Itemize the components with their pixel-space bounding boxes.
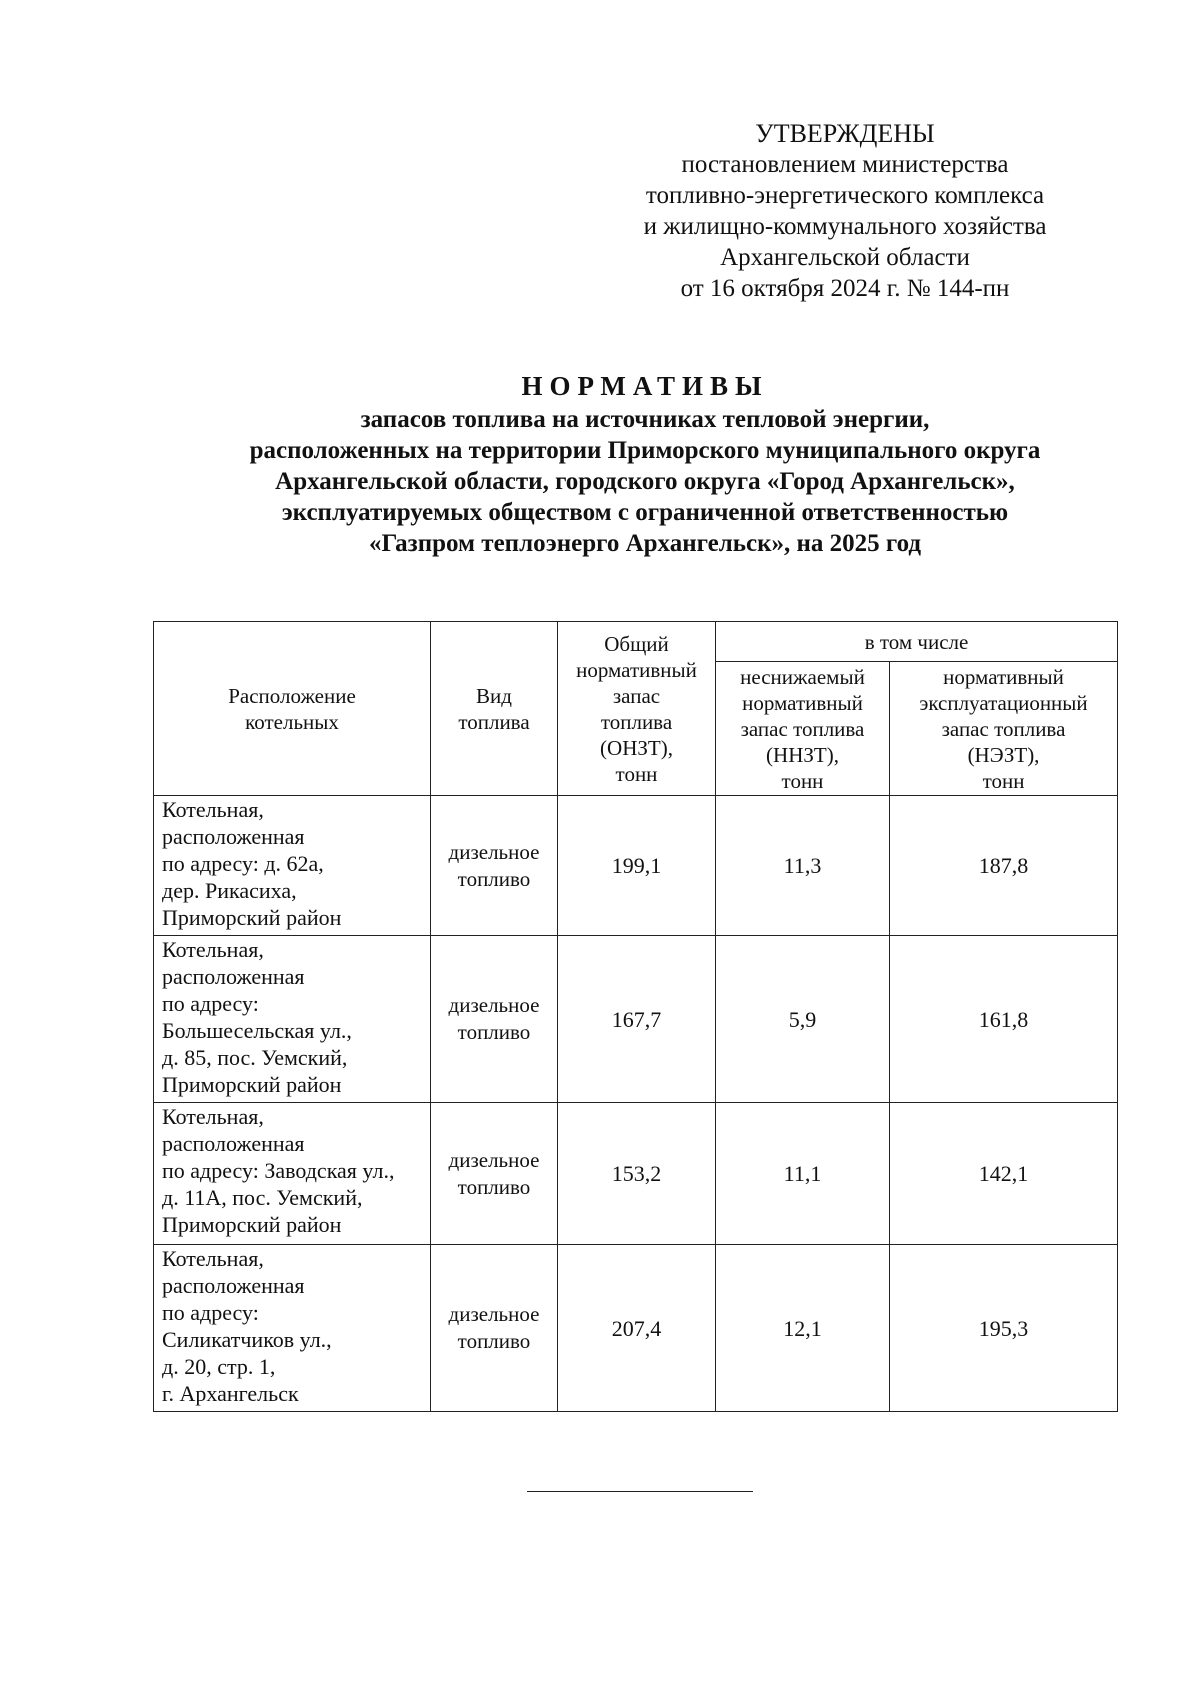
cell-fuel-type: дизельное топливо: [431, 1103, 558, 1245]
cell-nezt: 187,8: [890, 796, 1118, 936]
cell-total-reserve: 207,4: [558, 1245, 716, 1412]
cell-nnzt: 12,1: [716, 1245, 890, 1412]
header-location: Расположение котельных: [154, 622, 431, 796]
cell-total-reserve: 167,7: [558, 936, 716, 1103]
approval-line: топливно-энергетического комплекса: [645, 182, 1045, 209]
approval-line: и жилищно-коммунального хозяйства: [643, 213, 1047, 240]
document-subtitle-line: запасов топлива на источниках тепловой энергии,: [360, 406, 930, 433]
table-row: [154, 1245, 1118, 1412]
cell-nezt: 142,1: [890, 1103, 1118, 1245]
header-nezt: нормативный эксплуатационный запас топлива (НЭЗТ), тонн: [890, 662, 1118, 796]
table-row: [154, 936, 1118, 1103]
header-total-reserve: Общий нормативный запас топлива (ОНЗТ), тонн: [558, 622, 716, 796]
approval-stamp-word: УТВЕРЖДЕНЫ: [755, 119, 935, 148]
cell-fuel-type: дизельное топливо: [431, 796, 558, 936]
header-including: в том числе: [716, 622, 1118, 662]
approval-block: [600, 118, 1090, 304]
document-title: НОРМАТИВЫ: [521, 371, 769, 401]
cell-nnzt: 11,1: [716, 1103, 890, 1245]
document-subtitle-line: «Газпром теплоэнерго Архангельск», на 2025 год: [368, 530, 922, 557]
cell-nnzt: 5,9: [716, 936, 890, 1103]
end-of-document-rule: [527, 1491, 753, 1492]
document-title-block: [150, 368, 1140, 559]
cell-location: Котельная, расположенная по адресу: Силикатчиков ул., д. 20, стр. 1, г. Архангельск: [154, 1245, 431, 1412]
cell-total-reserve: 199,1: [558, 796, 716, 936]
document-subtitle-line: расположенных на территории Приморского муниципального округа: [249, 437, 1041, 464]
table-row: [154, 1103, 1118, 1245]
cell-location: Котельная, расположенная по адресу: д. 62а, дер. Рикасиха, Приморский район: [154, 796, 431, 936]
document-subtitle-line: Архангельской области, городского округа «Город Архангельск»,: [275, 468, 1015, 495]
approval-date-number: от 16 октября 2024 г. № 144-пн: [680, 275, 1010, 302]
cell-fuel-type: дизельное топливо: [431, 1245, 558, 1412]
cell-fuel-type: дизельное топливо: [431, 936, 558, 1103]
cell-total-reserve: 153,2: [558, 1103, 716, 1245]
cell-location: Котельная, расположенная по адресу: Заводская ул., д. 11А, пос. Уемский, Приморский район: [154, 1103, 431, 1245]
header-nnzt: неснижаемый нормативный запас топлива (ННЗТ), тонн: [716, 662, 890, 796]
cell-location: Котельная, расположенная по адресу: Большесельская ул., д. 85, пос. Уемский, Приморский район: [154, 936, 431, 1103]
cell-nezt: 195,3: [890, 1245, 1118, 1412]
table-row: [154, 796, 1118, 936]
header-fuel-type: Вид топлива: [431, 622, 558, 796]
fuel-norms-table: [153, 621, 1118, 1412]
approval-line: постановлением министерства: [681, 151, 1009, 178]
cell-nezt: 161,8: [890, 936, 1118, 1103]
approval-line: Архангельской области: [720, 244, 970, 271]
cell-nnzt: 11,3: [716, 796, 890, 936]
document-subtitle-line: эксплуатируемых обществом с ограниченной ответственностью: [281, 499, 1009, 526]
